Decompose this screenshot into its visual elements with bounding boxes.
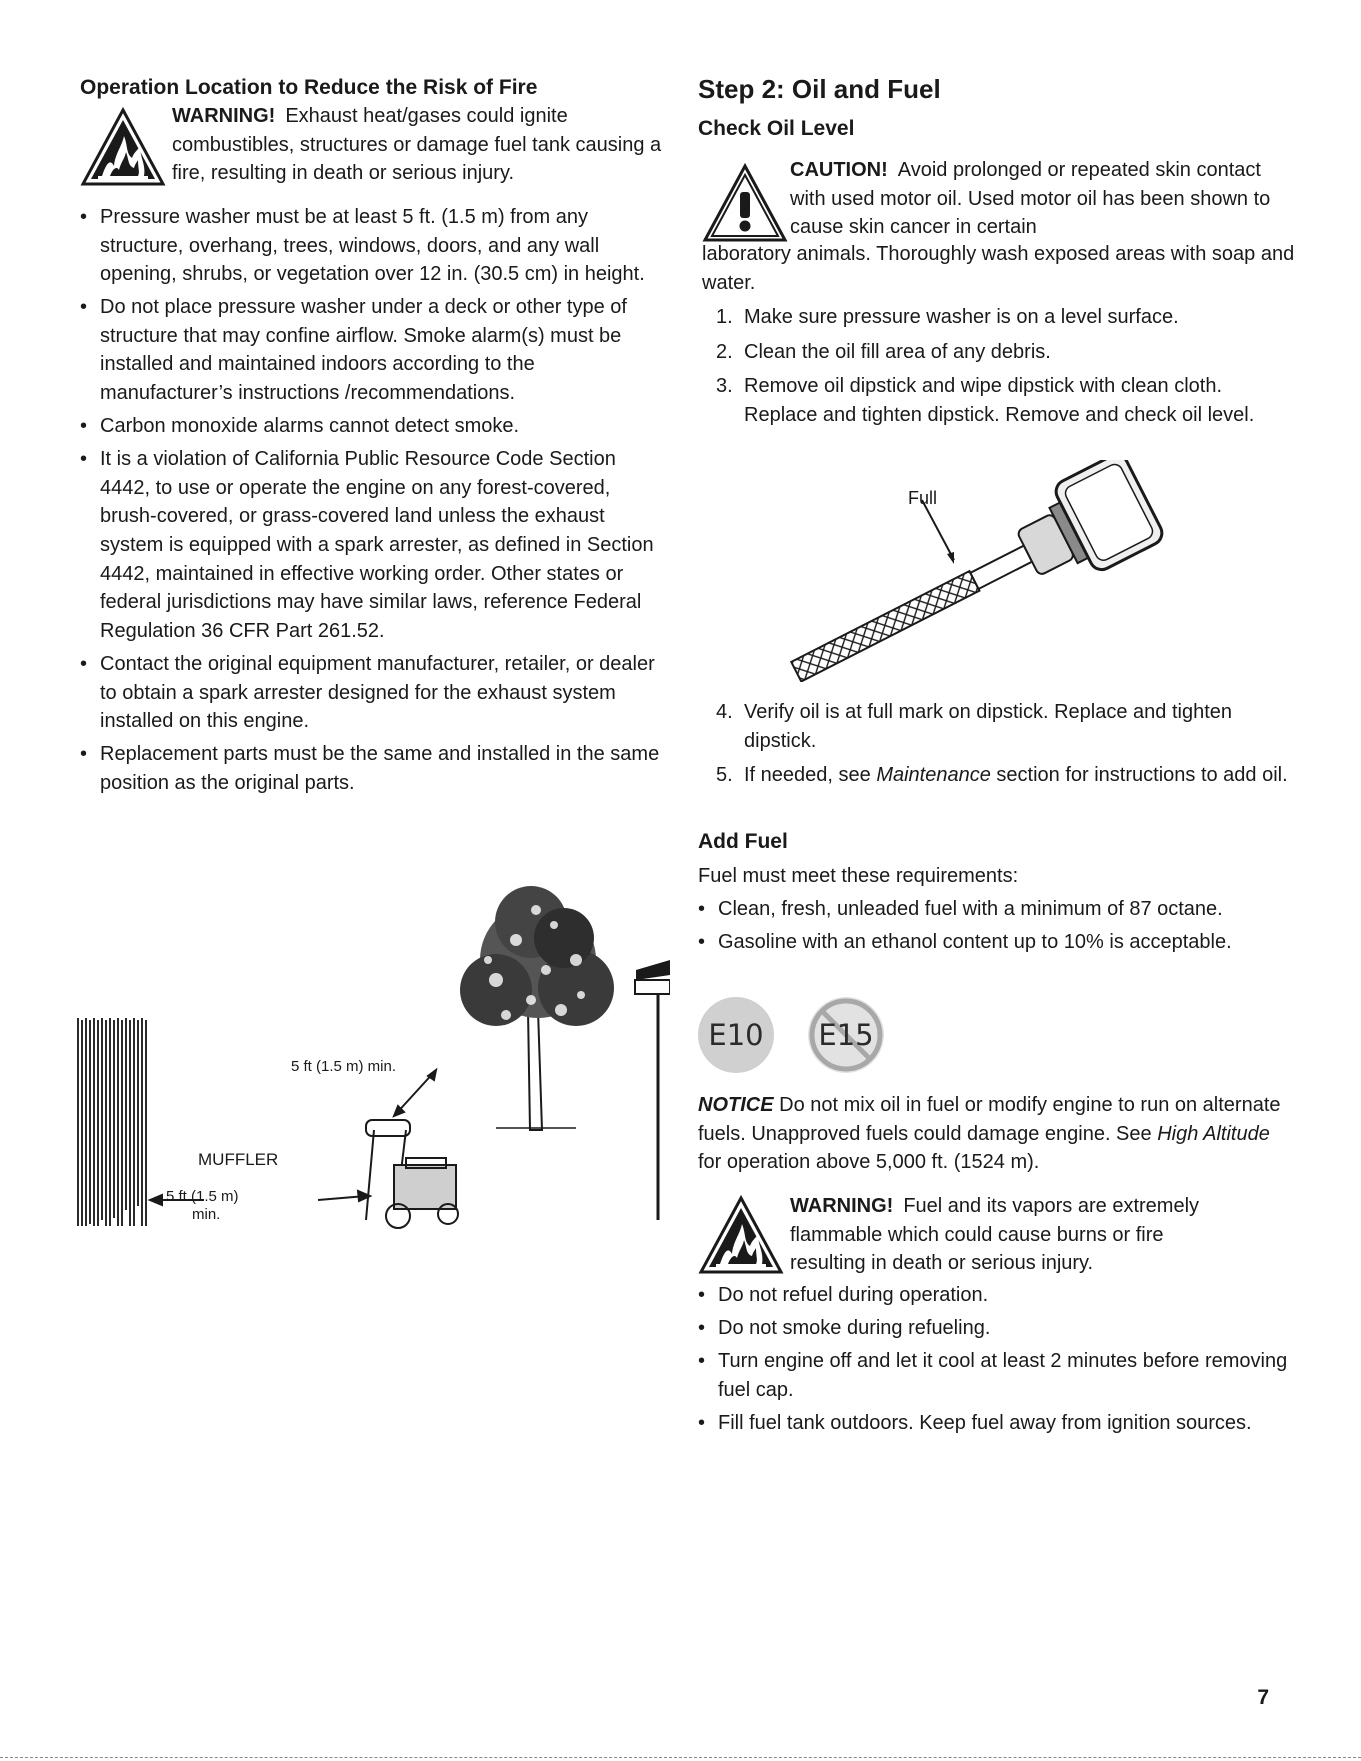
warning-text: Fuel and its vapors are extremely flammable which could cause burns or fire resulting in death or serious injury. (790, 1195, 1200, 1275)
list-item: • Do not place pressure washer under a deck or other type of structure that may confine airflow. Smoke alarm(s) must be installed and maintained indoors according to the manufacturer’s instructions /recommendations. (80, 293, 670, 407)
fuel-intro: Fuel must meet these requirements: (698, 865, 1019, 887)
list-item: • It is a violation of California Public Resource Code Section 4442, to use or operate the engine on any forest-covered, brush-covered, or grass-covered land unless the exhaust system is equipped with a spark arrester, as defined in Section 4442, maintained in effective working order. Other states or federal jurisdictions may have similar laws, reference Federal Regulation 36 CFR Part 261.52. (80, 445, 670, 645)
fire-warning-block (80, 100, 670, 200)
check-oil-heading: Check Oil Level (698, 117, 855, 140)
operation-location-heading: Operation Location to Reduce the Risk of Fire (80, 76, 538, 99)
list-item: • Pressure washer must be at least 5 ft. (1.5 m) from any structure, overhang, trees, windows, doors, and any wall opening, shrubs, or vegetation over 12 in. (30.5 cm) in height. (80, 203, 670, 289)
warning-text: Exhaust heat/gases could ignite combustibles, structures or damage fuel tank causing a fire, resulting in death or serious injury. (172, 105, 662, 185)
list-item: • Contact the original equipment manufacturer, retailer, or dealer to obtain a spark arrester designed for the exhaust system installed on this engine. (80, 650, 670, 736)
caution-label: CAUTION! (790, 159, 888, 181)
oil-steps-list-continued (698, 698, 1298, 796)
list-item: • Do not smoke during refueling. (698, 1314, 1298, 1343)
list-item: • Carbon monoxide alarms cannot detect smoke. (80, 412, 670, 441)
warning-label: WARNING! (790, 1195, 894, 1217)
page-bottom-rule (0, 1757, 1361, 1758)
step-2-heading: Step 2: Oil and Fuel (698, 74, 941, 104)
e15-prohibited-badge: E15 (808, 997, 884, 1073)
warning-label: WARNING! (172, 105, 276, 127)
wall-distance-min-label: min. (192, 1206, 221, 1223)
house-drawing (635, 960, 670, 1220)
list-item: • Turn engine off and let it cool at least 2 minutes before removing fuel cap. (698, 1347, 1298, 1404)
notice-label: NOTICE (698, 1094, 774, 1116)
fire-warning-icon (698, 1194, 784, 1276)
caution-text-continued: laboratory animals. Thoroughly wash exposed areas with soap and water. (702, 243, 1295, 294)
list-item: 5. If needed, see Maintenance section for instructions to add oil. (716, 764, 1288, 787)
wall-drawing (76, 1018, 148, 1226)
tree-drawing (460, 886, 614, 1130)
list-item: • Replacement parts must be the same and installed in the same position as the original parts. (80, 740, 670, 797)
list-item: • Fill fuel tank outdoors. Keep fuel away from ignition sources. (698, 1409, 1298, 1438)
oil-steps-list (698, 303, 1298, 435)
caution-exclamation-icon (702, 162, 788, 244)
dipstick-illustration (754, 460, 1194, 682)
fire-warning-icon (80, 106, 166, 188)
wall-distance-label: 5 ft (1.5 m) (166, 1188, 239, 1205)
fuel-requirements-list (698, 895, 1298, 961)
list-item: 2. Clean the oil fill area of any debris. (716, 340, 1051, 363)
page-number: 7 (1257, 1686, 1269, 1709)
list-item: 1. Make sure pressure washer is on a level surface. (716, 306, 1179, 328)
list-item: • Gasoline with an ethanol content up to 10% is acceptable. (698, 928, 1298, 957)
list-item: 3. Remove oil dipstick and wipe dipstick with clean cloth. Replace and tighten dipstick. Remove and check oil level. (716, 375, 1255, 426)
list-item: • Clean, fresh, unleaded fuel with a minimum of 87 octane. (698, 895, 1298, 924)
fuel-notice: NOTICE Do not mix oil in fuel or modify engine to run on alternate fuels. Unapproved fuels could damage engine. See High Altitude for operation above 5,000 ft. (1524 m). (698, 1094, 1281, 1174)
refuel-safety-list (698, 1281, 1298, 1442)
caution-text: Avoid prolonged or repeated skin contact with used motor oil. Used motor oil has been shown to cause skin cancer in certain (790, 159, 1271, 239)
muffler-label: MUFFLER (198, 1150, 279, 1169)
list-item: 4. Verify oil is at full mark on dipstick. Replace and tighten dipstick. (716, 701, 1233, 752)
add-fuel-heading: Add Fuel (698, 830, 788, 853)
fire-safety-list (80, 203, 670, 802)
e10-approved-badge: E10 (698, 997, 774, 1073)
caution-block (702, 156, 1302, 296)
pressure-washer-drawing (366, 1120, 458, 1228)
tree-distance-label: 5 ft (1.5 m) min. (291, 1058, 397, 1075)
list-item: • Do not refuel during operation. (698, 1281, 1298, 1310)
full-mark-label: Full (908, 488, 938, 508)
fuel-warning-block (698, 1188, 1298, 1288)
